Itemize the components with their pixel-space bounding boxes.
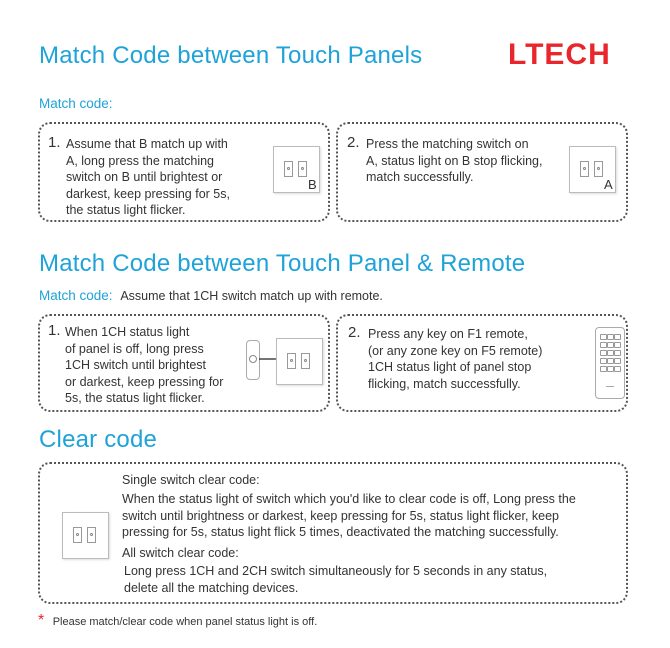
step-line: match successfully.: [366, 170, 474, 184]
touch-panel-icon: [276, 338, 323, 385]
match-code-label: [39, 288, 383, 303]
switch-1-icon: [73, 527, 82, 543]
clear-line: pressing for 5s, status light flick 5 times, deactivated the matching successfully.: [122, 525, 559, 539]
clear-code-box: [38, 462, 628, 604]
step-number: 1.: [48, 134, 61, 151]
section-title: Clear code: [39, 426, 158, 453]
asterisk-icon: *: [38, 612, 45, 629]
step-box-1: [38, 122, 330, 222]
touch-panel-icon: [62, 512, 109, 559]
step-line: 1CH status light of panel stop: [368, 360, 532, 374]
step-text: [65, 324, 265, 407]
match-code-description: Assume that 1CH switch match up with remote.: [120, 289, 383, 303]
step-line: of panel is off, long press: [65, 341, 204, 356]
step-number: 1.: [48, 322, 61, 339]
step-box-2: [336, 122, 628, 222]
match-code-label: Match code:: [39, 96, 113, 111]
ltech-logo: LTECH: [508, 38, 611, 71]
panel-label: B: [308, 177, 317, 192]
clear-line: switch until brightness or darkest, keep pressing for 5s, status light flicker, keep: [122, 508, 560, 523]
switch-2-icon: [298, 161, 307, 177]
step-line: A, status light on B stop flicking,: [366, 153, 543, 168]
panel-label: A: [604, 177, 613, 192]
single-clear-text: [122, 491, 576, 541]
step-box-3: [38, 314, 330, 412]
switch-1-icon: [284, 161, 293, 177]
step-line: flicking, match successfully.: [368, 376, 521, 391]
switch-2-icon: [87, 527, 96, 543]
step-line: 5s, the status light flicker.: [65, 391, 205, 405]
section-title: Match Code between Touch Panel & Remote: [39, 250, 526, 277]
step-line: switch on B until brightest or: [66, 170, 223, 184]
step-line: darkest, keep pressing for 5s,: [66, 186, 230, 201]
page-title: Match Code between Touch Panels: [39, 42, 423, 69]
footer-note-text: Please match/clear code when panel status light is off.: [52, 616, 318, 628]
all-clear-text: [124, 563, 547, 596]
remote-button-icon: [249, 355, 257, 363]
switch-1-icon: [580, 161, 589, 177]
all-clear-heading: All switch clear code:: [122, 546, 239, 560]
step-line: Press any key on F1 remote,: [368, 327, 528, 341]
step-number: 2.: [348, 324, 361, 341]
step-line: 1CH switch until brightest: [65, 358, 207, 372]
remote-control-icon: [595, 327, 625, 399]
match-code-label-text: Match code:: [39, 288, 113, 303]
clear-line: delete all the matching devices.: [124, 580, 299, 595]
step-text: [366, 136, 566, 186]
step-box-4: [336, 314, 628, 412]
switch-2-icon: [594, 161, 603, 177]
touch-panel-icon: [273, 146, 320, 193]
clear-line: Long press 1CH and 2CH switch simultaneously for 5 seconds in any status,: [124, 564, 548, 578]
step-line: or darkest, keep pressing for: [65, 374, 224, 389]
single-clear-heading: Single switch clear code:: [122, 473, 260, 487]
step-line: (or any zone key on F5 remote): [368, 343, 543, 358]
switch-1-icon: [287, 353, 296, 369]
touch-panel-icon: [569, 146, 616, 193]
clear-line: When the status light of switch which you'd like to clear code is off, Long press the: [122, 492, 576, 506]
switch-2-icon: [301, 353, 310, 369]
step-number: 2.: [347, 134, 360, 151]
step-line: A, long press the matching: [66, 153, 214, 168]
step-text: [66, 136, 266, 219]
step-text: [368, 326, 578, 392]
step-line: the status light flicker.: [66, 203, 186, 217]
remote-side-icon: [246, 340, 260, 380]
step-line: Press the matching switch on: [366, 137, 529, 151]
footer-note: [38, 612, 317, 630]
step-line: When 1CH status light: [65, 325, 190, 339]
step-line: Assume that B match up with: [66, 137, 228, 151]
